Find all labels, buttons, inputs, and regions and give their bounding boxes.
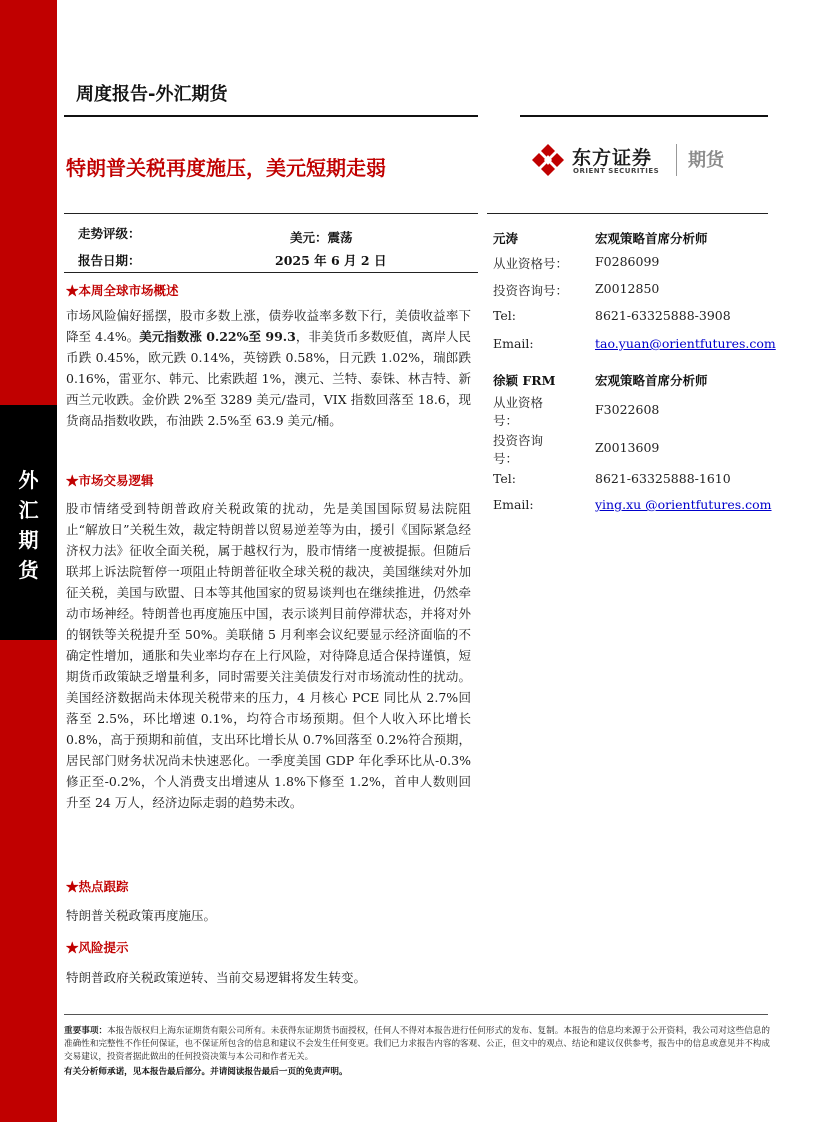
consulting-label: 投资咨询 xyxy=(493,433,544,448)
tel-number: 8621-63325888-1610 xyxy=(595,471,731,486)
analyst-name: 元涛 xyxy=(493,231,519,246)
consulting-label: 号： xyxy=(493,451,519,466)
analyst-title: 宏观策略首席分析师 xyxy=(595,231,708,246)
qualification-number: F3022608 xyxy=(595,402,660,417)
section-heading: ★风险提示 xyxy=(66,940,129,955)
sidebar-top-band xyxy=(0,0,57,405)
analyst-commitment-note: 有关分析师承诺，见本报告最后部分。并请阅读报告最后一页的免责声明。 xyxy=(64,1067,348,1077)
sidebar-char: 汇 xyxy=(18,498,39,522)
qualification-label: 从业资格 xyxy=(493,395,544,410)
logic-paragraph: 股市情绪受到特朗普政府关税政策的扰动，先是美国国际贸易法院阻止“解放日”关税生效，裁定特朗普以贸易逆差等为由，援引《国际紧急经济权力法》征收全面关税，属于越权行为，股市情绪一度被提振。但随后联邦上诉法院暂停一项阻止特朗普征收全球关税的裁决，美国继续对外加征关税，美国与欧盟、日本等其他国家的贸易谈判也在继续推进，仍然牵动市场神经。特朗普也再度施压中国，表示谈判目前停滞状态，并将对外的钢铁等关税提升至 50%。美联储 5 月利率会议纪要显示经济面临的不确定性增加，通胀和失业率均存在上行风险，对待降息适合保持谨慎，短期货币政策缺乏增量利多，同时需要关注美债发行对市场流动性的扰动。美国经济数据尚未体现关税带来的压力，4 月核心 PCE 同比从 2.7%回落至 2.5%，环比增速 0.1%，均符合市场预期。但个人收入环比增长 0.8%，高于预期和前值，支出环比增长从 0.7%回落至 0.2%符合预期，居民部门财务状况尚未快速恶化。一季度美国 GDP 年化季环比从-0.3%修正至-0.2%，个人消费支出增速从 1.8%下修至 1.2%，首申人数则回升至 24 万人，经济边际走弱的趋势未改。 xyxy=(66,501,471,810)
consulting-number: Z0013609 xyxy=(595,440,660,455)
rating-rule xyxy=(64,213,478,214)
risk-text: 特朗普政府关税政策逆转、当前交易逻辑将发生转变。 xyxy=(66,970,367,985)
logo-futures-text: 期货 xyxy=(688,150,724,171)
qualification-number: F0286099 xyxy=(595,254,660,269)
hot-topic-text: 特朗普关税政策再度施压。 xyxy=(66,908,217,923)
email-link[interactable]: ying.xu @orientfutures.com xyxy=(595,497,772,512)
email-link[interactable]: tao.yuan@orientfutures.com xyxy=(595,336,776,351)
date-value: 2025 年 6 月 2 日 xyxy=(275,253,387,268)
global-summary-text: 市场风险偏好摇摆，股市多数上涨，债券收益率多数下行，美债收益率下降至 4.4%。 xyxy=(66,308,471,344)
sidebar-bottom-band xyxy=(0,640,57,1122)
footer-rule xyxy=(64,1014,768,1015)
disclaimer-label: 重要事项： xyxy=(64,1026,108,1036)
header-rule xyxy=(64,115,478,117)
dollar-index-highlight: 美元指数涨 0.22%至 99.3 xyxy=(139,329,296,344)
analyst-name: 徐颖 FRM xyxy=(493,373,556,388)
sidebar-char: 货 xyxy=(18,558,39,582)
logo-text: 东方证券 xyxy=(572,147,653,169)
header-rule xyxy=(520,115,768,117)
global-summary-text: ，非美货币多数贬值，离岸人民币跌 0.45%，欧元跌 0.14%，英镑跌 0.58%，日元跌 1.02%，瑞郎跌 0.16%，雷亚尔、韩元、比索跌超 1%，澳元、兰特、泰铢、林吉特、新西兰元收跌。金价跌 2%至 3289 美元/盎司，VIX 指数回落至 18.6，现货商品指数收跌，布油跌 2.5%至 63.9 美元/桶。 xyxy=(66,329,471,428)
analyst-rule xyxy=(487,213,768,214)
qualification-label: 从业资格号： xyxy=(493,256,569,271)
logo-divider xyxy=(676,144,677,176)
tel-label: Tel: xyxy=(493,471,516,486)
analyst-title: 宏观策略首席分析师 xyxy=(595,373,708,388)
section-heading: ★本周全球市场概述 xyxy=(66,283,179,298)
trend-value: 美元：震荡 xyxy=(290,230,353,245)
date-label: 报告日期： xyxy=(78,253,141,268)
tel-number: 8621-63325888-3908 xyxy=(595,308,731,323)
sidebar-char: 外 xyxy=(18,468,39,492)
orient-logo-icon xyxy=(530,143,566,177)
trend-label: 走势评级： xyxy=(78,226,141,241)
sidebar-category-label xyxy=(0,465,57,585)
disclaimer xyxy=(64,1025,770,1064)
rating-rule xyxy=(64,272,478,273)
logo-text-en: ORIENT SECURITIES xyxy=(573,167,660,175)
report-type: 周度报告-外汇期货 xyxy=(76,84,228,105)
global-summary xyxy=(66,305,471,431)
tel-label: Tel: xyxy=(493,308,516,323)
disclaimer-text: 本报告版权归上海东证期货有限公司所有。未获得东证期货书面授权，任何人不得对本报告进行任何形式的发布、复制。本报告的信息均来源于公开资料，我公司对这些信息的准确性和完整性不作任何保证，也不保证所包含的信息和建议不会发生任何变更。我们已力求报告内容的客观、公正，但文中的观点、结论和建议仅供参考，报告中的信息或意见并不构成交易建议，投资者据此做出的任何投资决策与本公司和作者无关。 xyxy=(64,1026,770,1062)
sidebar-char: 期 xyxy=(18,528,39,552)
consulting-label: 投资咨询号： xyxy=(493,283,569,298)
consulting-number: Z0012850 xyxy=(595,281,660,296)
qualification-label: 号： xyxy=(493,413,519,428)
report-title: 特朗普关税再度施压，美元短期走弱 xyxy=(66,156,386,180)
email-label: Email: xyxy=(493,497,534,512)
section-heading: ★热点跟踪 xyxy=(66,879,129,894)
section-heading: ★市场交易逻辑 xyxy=(66,473,154,488)
email-label: Email: xyxy=(493,336,534,351)
